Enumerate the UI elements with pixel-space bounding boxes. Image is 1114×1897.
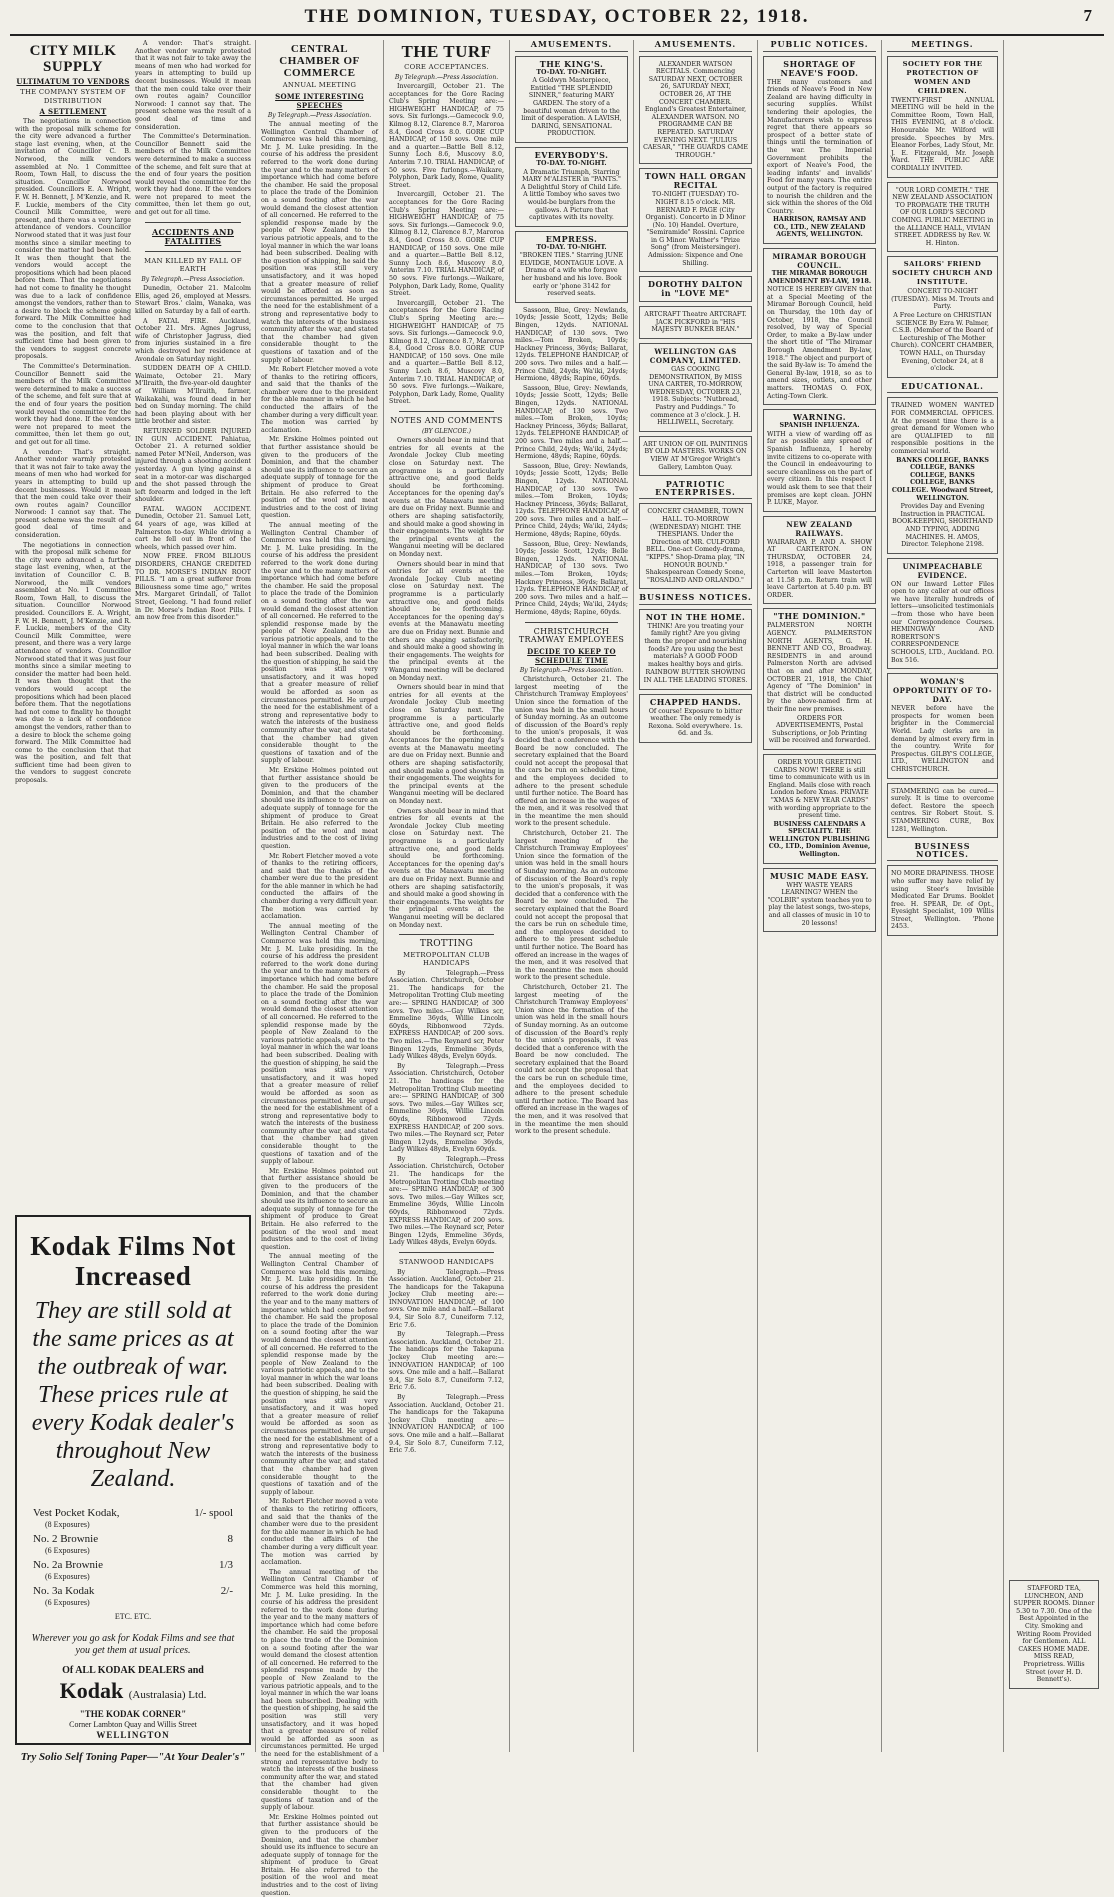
ad-title: SAILORS' FRIEND SOCIETY CHURCH AND INSTITUTE.: [892, 260, 993, 287]
item-name: No. 2 Brownie: [33, 1533, 99, 1545]
article-body: Owners should bear in mind that entries for all events at the Avondale Jockey Club meeting close on Saturday next. The programme is a particularly attractive one, and good fields should be forthcoming. Acceptances for the opening day's events at the Manawatu meeting are due on Friday next. Bunnie and others are shaping satisfactorily, and should make a good showing in their engagements. The weights for the principal events at the Wanganui meeting will be declared on Monday next.: [389, 437, 504, 559]
divider: [145, 222, 241, 223]
article-body: The Committee's Determination. Councillor Bennett said the members of the Milk Committee were determined to make a success of the scheme, and felt sure that at the end of four years the position would reveal the committee for the work they had done. If the vendors were not prepared to meet the committee, then let them go out, and get out for all time.: [135, 133, 251, 217]
article-body: Sassoon, Blue, Grey: Newlands, 10yds; Jessie Scott, 12yds; Belle Bingen, 12yds. NATIONAL HANDICAP, of 130 sovs. Two miles.—Tom Broken, 10yds; Hackney Princess, 36yds; Ballarat, 12yds. TELEPHONE HANDICAP, of 200 sovs. Two miles and a half.—Prince Child, 24yds; Wa'iki, 24yds; Hermione, 48yds; Rapine, 60yds.: [515, 306, 628, 383]
ad-title: NOT IN THE HOME.: [645, 611, 746, 622]
music-ad: [763, 868, 876, 933]
article-body: By Telegraph.—Press Association. Christchurch, October 21. The handicaps for the Metropolitan Trotting Club meeting are:— SPRING HANDICAP, of 300 sovs. Two miles.—Gay Wilkes scr, Emmeline 36yds, Willie Lincoln 60yds, Ribbonwood 72yds. EXPRESS HANDICAP, of 200 sovs. Two miles.—The Reynard scr, Peter Bingen 12yds, Emmeline 36yds, Lady Wilkes 48yds, Evelyn 60yds.: [389, 1155, 504, 1247]
ad-subtitle: SPANISH INFLUENZA.: [779, 422, 860, 430]
ad-body: THINK! Are you treating your family right? Are you giving them the proper and nourishing foods? Are you using the best materials? A GOOD FOOD makes healthy boys and girls.: [644, 622, 747, 668]
item-note: (8 Exposures): [45, 1520, 90, 1529]
kodak-address: Corner Lambton Quay and Willis Street: [69, 1720, 197, 1730]
item-name: Vest Pocket Kodak,: [33, 1507, 120, 1519]
divider: [399, 934, 494, 935]
article-body: The annual meeting of the Wellington Central Chamber of Commerce was held this morning, Mr. J. M. Luke presiding. In the course of his address the president referred to the work done during the year and to the many matters of importance which had come before the chamber. He said the proposal to place the trade of the Dominion on a sound footing after the war would demand the closest attention of all concerned. He referred to the splendid response made by the people of New Zealand to the various patriotic appeals, and to the loyal manner in which the war loans had been subscribed. Dealing with the question of shipping, he said the position was still very unsatisfactory, and it was hoped that a greater measure of relief would be afforded as soon as circumstances permitted. He urged the need for the establishment of a strong and representative body to watch the interests of the business community after the war, and stated that the chamber had given considerable thought to the questions of taxation and of the supply of labour.: [261, 922, 378, 1166]
ad-title: UNIMPEACHABLE EVIDENCE.: [902, 561, 983, 580]
article-body: Mr. Erskine Holmes pointed out that further assistance should be given to the producers of the Dominion, and that the chamber should use its influence to secure an adequate supply of tonnage for the shipment of produce to Great Britain. He also referred to the position of the wool and meat industries and to the cost of living question.: [261, 436, 378, 520]
ad-title: SOCIETY FOR THE PROTECTION OF WOMEN AND CHILDREN.: [902, 59, 983, 95]
ad-body: A Free Lecture on CHRISTIAN SCIENCE By Ezra W. Palmer, C.S.B. (Member of the Board of Lectureship of The Mother Church). CONCERT CHAMBER, TOWN HALL, on Thursday Evening, October 24, at 8 o'clock.: [891, 312, 994, 373]
article-body: The annual meeting of the Wellington Central Chamber of Commerce was held this morning, Mr. J. M. Luke presiding. In the course of his address the president referred to the work done during the year and to the many matters of importance which had come before the chamber. He said the proposal to place the trade of the Dominion on a sound footing after the war would demand the closest attention of all concerned. He referred to the splendid response made by the people of New Zealand to the various patriotic appeals, and to the loyal manner in which the war loans had been subscribed. Dealing with the question of shipping, he said the position was still very unsatisfactory, and it was hoped that a greater measure of relief would be afforded as soon as circumstances permitted. He urged the need for the establishment of a strong and representative body to watch the interests of the business community after the war, and stated that the chamber had given considerable thought to the questions of taxation and of the supply of labour.: [261, 1253, 378, 1496]
kodak-advertisement: [15, 1215, 251, 1763]
ad-signature: HARRISON, RAMSAY AND CO., LTD., NEW ZEALAND AGENTS, WELLINGTON.: [772, 216, 866, 239]
article-body: SUDDEN DEATH OF A CHILD. Waimate, October 21. Mary M'Ilraith, the five-year-old daughter of William M'Ilraith, farmer, Waikakahi, was found dead in her bed on Sunday morning. The child had been playing about with her little brother and sister.: [135, 365, 251, 426]
article-headline: TROTTING: [419, 939, 474, 950]
miramar-notice: [763, 248, 876, 405]
society-meeting-notice: [887, 56, 998, 178]
ad-body: PALMERSTON NORTH AGENCY. PALMERSTON NORTH AGENTS, G. H. BENNETT AND CO., Broadway. RESIDENTS in and around Palmerston North are advised that on and after MONDAY, OCTOBER 21, 1918, the Chief Agency of "The Dominion" in that district will be conducted by the above-named firm at their fine new premises.: [767, 622, 872, 713]
article-body: Mr. Erskine Holmes pointed out that further assistance should be given to the producers of the Dominion, and that the chamber should use its influence to secure an adequate supply of tonnage for the shipment of produce to Great Britain. He also referred to the position of the wool and meat industries and to the cost of living question.: [261, 1167, 378, 1251]
ad-body: WHY WASTE YEARS LEARNING? WHEN the "COLBIR" system teaches you to play the latest songs, two-steps, and all classes of music in 10 to 20 lessons!: [767, 881, 872, 927]
item-note: (6 Exposures): [45, 1598, 90, 1607]
ad-subtitle: TO-DAY. TO-NIGHT.: [536, 159, 607, 167]
article-body: Invercargill, October 21. The acceptances for the Gore Racing Club's Spring Meeting are:— HIGHWEIGHT HANDICAP, of 75 sovs. Six furlongs.—Gamecock 9.0, Kilmog 8.12, Clarence 8.7, Maroroa 8.4, Good Cross 8.0. GORE CUP HANDICAP, of 150 sovs. One mile and a quarter.—Battle Bell 8.12, Sunny Loch 8.6, Muscovy 8.0, Anterim 7.10. TRIAL HANDICAP, of 50 sovs. Five furlongs.—Waikare, Polyphon, Dark Lady, Rome, Quality Street.: [389, 83, 504, 189]
column-4: [510, 40, 634, 1752]
byline: By Telegraph.—Press Association.: [519, 666, 624, 674]
influenza-warning: [763, 409, 876, 512]
home-ad: [639, 609, 752, 690]
item-price: 2/-: [220, 1585, 233, 1597]
ad-title: CHAPPED HANDS.: [649, 696, 742, 707]
section-header: BUSINESS NOTICES.: [887, 842, 998, 861]
article-body: A vendor: That's straight. Another vendor warmly protested that it was not fair to take away the means of men who had worked for years in attempting to build up decent businesses. Would it mean that the men could take over their own routes again? Councillor Norwood: I cannot say that. The present scheme was the result of a good deal of time and consideration.: [135, 40, 251, 131]
article-body: Christchurch, October 21. The largest meeting of the Christchurch Tramway Employees' Union since the formation of the union was held in the small hours of Sunday morning. As an outcome of discussion of the Board's reply to the union's proposals, it was decided that a conference with the Board be now concluded. The secretary explained that the Board could not accept the proposal that the cars be run on schedule time, and the employees decided to adhere to the present schedule until further notice. The Board has offered an increase in the wages of the men, and it was resolved that in the meantime the men should work to the present schedule.: [515, 830, 628, 982]
article-body: Mr. Robert Fletcher moved a vote of thanks to the retiring officers, and said that the thanks of the chamber were due to the president for the able manner in which he had conducted the affairs of the chamber during a very difficult year. The motion was carried by acclamation.: [261, 1498, 378, 1567]
divider: [399, 411, 494, 412]
article-body: Mr. Robert Fletcher moved a vote of thanks to the retiring officers, and said that the thanks of the chamber were due to the president for the able manner in which he had conducted the affairs of the chamber during a very difficult year. The motion was carried by acclamation.: [261, 366, 378, 434]
article-body: By Telegraph.—Press Association. Auckland, October 21. The handicaps for the Takapuna Jockey Club meeting are:— INNOVATION HANDICAP, of 100 sovs. One mile and a half.—Ballarat 9.4, Sir Solo 8.7, Cuneiform 7.12, Eric 7.6.: [389, 1268, 504, 1329]
page-number: 7: [1083, 6, 1094, 25]
kodak-tagline: They are still sold at the same prices as at the outbreak of war. These prices rule at every Kodak dealer's throughout New Zealand.: [31, 1298, 235, 1492]
item-note: (6 Exposures): [45, 1546, 90, 1555]
railways-notice: [763, 516, 876, 605]
ad-title: DOROTHY DALTON in "LOVE ME": [648, 279, 743, 299]
article-body: FATAL WAGON ACCIDENT. Dunedin, October 21. Samuel Lett, 64 years of age, was killed at Palmerston to-day. While driving a cart he fell out in front of the wheels, which passed over him.: [135, 505, 251, 551]
article-body: By Telegraph.—Press Association. Christchurch, October 21. The handicaps for the Metropolitan Trotting Club meeting are:— SPRING HANDICAP, of 300 sovs. Two miles.—Gay Wilkes scr, Emmeline 36yds, Willie Lincoln 60yds, Ribbonwood 72yds. EXPRESS HANDICAP, of 200 sovs. Two miles.—The Reynard scr, Peter Bingen 12yds, Emmeline 36yds, Lady Wilkes 48yds, Evelyn 60yds.: [389, 969, 504, 1061]
sailors-friend-notice: [887, 256, 998, 378]
article-subhead: DECIDE TO KEEP TO SCHEDULE TIME: [527, 646, 616, 665]
ad-body: Of course! Exposure to bitter weather. The only remedy is Rexona. Sold everywhere. 1s. 6d. and 3s.: [648, 707, 743, 738]
item-note: (6 Exposures): [45, 1572, 90, 1581]
article-subhead: ULTIMATUM TO VENDORS: [16, 77, 130, 86]
watson-recitals-ad: [639, 56, 752, 165]
column-2: [256, 40, 384, 1897]
ear-drums-ad: [887, 865, 998, 936]
section-header: PATRIOTIC ENTERPRISES.: [639, 480, 752, 499]
ad-title: WOMAN'S OPPORTUNITY OF TO-DAY.: [892, 677, 993, 705]
item-name: No. 2a Brownie: [33, 1559, 103, 1571]
ad-body: STAMMERING can be cured—surely. It is time to overcome defect. Restore the speech centres. Sir Robert Stout. S. STAMMERING CURE, Box 1281, Wellington.: [891, 787, 994, 833]
ad-body: A Goldwyn Masterpiece, Entitled "THE SPLENDID SINNER," featuring MARY GARDEN. The story of a beautiful woman driven to the limit of desperation. A LAVISH, DARING, SENSATIONAL PRODUCTION.: [521, 77, 622, 138]
article-body: Invercargill, October 21. The acceptances for the Gore Racing Club's Spring Meeting are:— HIGHWEIGHT HANDICAP, of 75 sovs. Six furlongs.—Gamecock 9.0, Kilmog 8.12, Clarence 8.7, Maroroa 8.4, Good Cross 8.0. GORE CUP HANDICAP, of 150 sovs. One mile and a quarter.—Battle Bell 8.12, Sunny Loch 8.6, Muscovy 8.0, Anterim 7.10. TRIAL HANDICAP, of 50 sovs. Five furlongs.—Waikare, Polyphon, Dark Lady, Rome, Quality Street.: [389, 191, 504, 298]
ad-title: EMPRESS.: [545, 233, 598, 244]
column-1: [10, 40, 256, 1763]
article-headline: NOTES AND COMMENTS: [390, 416, 503, 426]
everybodys-theatre-ad: [515, 147, 628, 227]
ad-title: SHORTAGE OF NEAVE'S FOOD.: [780, 58, 859, 78]
byline: By Telegraph.—Press Association.: [267, 111, 372, 119]
article-body: By Telegraph.—Press Association. Auckland, October 21. The handicaps for the Takapuna Jockey Club meeting are:— INNOVATION HANDICAP, of 100 sovs. One mile and a half.—Ballarat 9.4, Sir Solo 8.7, Cuneiform 7.12, Eric 7.6.: [389, 1331, 504, 1392]
ad-body: ALEXANDER WATSON RECITALS. Commencing SATURDAY NEXT, OCTOBER 26, SATURDAY NEXT, OCTOBER 26, AT THE CONCERT CHAMBER. England's Greatest Entertainer, ALEXANDER WATSON. NO PROGRAMME CAN BE REPEATED. SATURDAY EVENING NEXT. "JULIUS CAESAR," "THE GUARDS CAME THROUGH.": [643, 60, 748, 159]
article-body: Christchurch, October 21. The largest meeting of the Christchurch Tramway Employees' Union since the formation of the union was held in the small hours of Sunday morning. As an outcome of discussion of the Board's reply to the union's proposals, it was decided that a conference with the Board be now concluded. The secretary explained that the Board could not accept the proposal that the cars be run on schedule time, and the employees decided to adhere to the present schedule until further notice. The Board has offered an increase in the wages of the men, and it was resolved that in the meantime the men should work to the present schedule.: [515, 983, 628, 1136]
article-body: Christchurch, October 21. The largest meeting of the Christchurch Tramway Employees' Union since the formation of the union was held in the small hours of Sunday morning. As an outcome of discussion of the Board's reply to the union's proposals, it was decided that a conference with the Board be now concluded. The secretary explained that the Board could not accept the proposal that the cars be run on schedule time, and the employees decided to adhere to the present schedule until further notice. The Board has offered an increase in the wages of the men, and it was resolved that in the meantime the men should work to the present schedule.: [515, 676, 628, 828]
article-body: By Telegraph.—Press Association. Christchurch, October 21. The handicaps for the Metropolitan Trotting Club meeting are:— SPRING HANDICAP, of 300 sovs. Two miles.—Gay Wilkes scr, Emmeline 36yds, Willie Lincoln 60yds, Ribbonwood 72yds. EXPRESS HANDICAP, of 200 sovs. Two miles.—The Reynard scr, Peter Bingen 12yds, Emmeline 36yds, Lady Wilkes 48yds, Evelyn 60yds.: [389, 1062, 504, 1154]
ad-body: WAIRARAPA P. AND A. SHOW AT CARTERTON. ON THURSDAY, OCTOBER 24, 1918, a passenger train for Carterton will leave Masterton at 11.58 p.m. Return train will leave Carterton at 5.40 p.m. BY ORDER.: [767, 538, 872, 599]
section-header: AMUSEMENTS.: [515, 40, 628, 52]
stafford-rooms-ad: [1009, 1580, 1099, 1689]
article-body: Sassoon, Blue, Grey: Newlands, 10yds; Jessie Scott, 12yds; Belle Bingen, 12yds. NATIONAL HANDICAP, of 130 sovs. Two miles.—Tom Broken, 10yds; Hackney Princess, 36yds; Ballarat, 12yds. TELEPHONE HANDICAP, of 200 sovs. Two miles and a half.—Prince Child, 24yds; Wa'iki, 24yds; Hermione, 48yds; Rapine, 60yds.: [515, 384, 628, 461]
section-header: BUSINESS NOTICES.: [639, 593, 752, 605]
section-header: MEETINGS.: [887, 40, 998, 52]
ad-subtitle: TO-DAY. TO-NIGHT.: [536, 68, 607, 76]
ad-body: ORDER YOUR GREETING CARDS NOW! THERE is still time to communicate with us in England. Mails close with reach London before Xmas. PRIVATE "XMAS & NEW YEAR CARDS" with wording appropriate to the present time.: [768, 758, 871, 820]
artcraft-ad: [639, 306, 752, 339]
kodak-brand: [17, 1679, 249, 1707]
chapped-hands-ad: [639, 694, 752, 743]
ad-title: NEW ZEALAND RAILWAYS.: [786, 519, 853, 538]
article-subhead: METROPOLITAN CLUB HANDICAPS: [403, 950, 490, 968]
ad-body: "BROKEN TIES." Starring JUNE ELVIDGE, MONTAGUE LOVE. A Drama of a wife who forgave her husband and his love. Book early or 'phone 3142 for reserved seats.: [519, 252, 624, 298]
etc-label: ETC. ETC.: [114, 1612, 152, 1621]
art-union-ad: [639, 436, 752, 476]
article-body: RETURNED SOLDIER INJURED IN GUN ACCIDENT. Pahiatua, October 21. A returned soldier named Peter M'Neil, Anderson, was injured through a shooting accident yesterday. A gun lying against a seat in a motor-car was discharged and the shot passed through the left forearm and lodged in the left shoulder.: [135, 427, 251, 504]
greeting-cards-ad: [763, 754, 876, 864]
ad-title: TOWN HALL ORGAN RECITAL: [644, 171, 747, 191]
dominion-agency-notice: [763, 608, 876, 750]
price-item: [33, 1533, 233, 1555]
article-body: Sassoon, Blue, Grey: Newlands, 10yds; Jessie Scott, 12yds; Belle Bingen, 12yds. NATIONAL HANDICAP, of 130 sovs. Two miles.—Tom Broken, 10yds; Hackney Princess, 36yds; Ballarat, 12yds. TELEPHONE HANDICAP, of 200 sovs. Two miles and a half.—Prince Child, 24yds; Wa'iki, 24yds; Hermione, 48yds; Rapine, 60yds.: [515, 462, 628, 539]
ad-subtitle: TO-DAY. TO-NIGHT.: [536, 243, 607, 251]
article-subhead: ANNUAL MEETING: [282, 81, 357, 89]
ad-body: NOTICE IS HEREBY GIVEN that at a Special Meeting of the Miramar Borough Council, held on Thursday, the 10th day of October, 1918, the Council resolved, by way of Special Order, to make a By-law under the short title of "The Miramar Borough Amendment By-law, 1918." The object and purport of the said By-law is: To amend the General By-law, 1918, so as to amend sizes, outlets, and other matters. THOMAS O. FOX, Acting-Town Clerk.: [767, 286, 872, 400]
article-body: Owners should bear in mind that entries for all events at the Avondale Jockey Club meeting close on Saturday next. The programme is a particularly attractive one, and good fields should be forthcoming. Acceptances for the opening day's events at the Manawatu meeting are due on Friday next. Bunnie and others are shaping satisfactorily, and should make a good showing in their engagements. The weights for the principal events at the Wanganui meeting will be declared on Monday next.: [389, 560, 504, 682]
ad-body: A Dramatic Triumph, Starring MARY M'ALISTER in "PANTS." A Delightful Story of Child Life. A little Tomboy who saves two would-be burglars from the gallows. A Picture that captivates with its novelty.: [521, 168, 622, 222]
ad-body: TWENTY-FIRST ANNUAL MEETING will be held in the Committee Room, Town Hall, THIS EVENING, at 8 o'clock. Honourable Mr. Wilford will preside. Speeches by Mrs. Eleanor Forbes, Lady Stout, Mr. J. E. Fitzgerald, Mr. Joseph Ward. THE PUBLIC ARE CORDIALLY INVITED.: [891, 96, 994, 172]
ad-body: ART UNION OF OIL PAINTINGS BY OLD MASTERS. WORKS ON VIEW AT M'Gregor Wright's Gallery, Lambton Quay.: [643, 440, 748, 471]
article-body: A vendor: That's straight. Another vendor warmly protested that it was not fair to take away the means of men who had worked for years in attempting to build up decent businesses. Would it mean that the men could take over their own routes again? Councillor Norwood: I cannot say that. The present scheme was the result of a good deal of time and consideration.: [15, 448, 131, 540]
brand-sub: (Australasia) Ltd.: [128, 1688, 207, 1701]
price-item: [33, 1559, 233, 1581]
ad-body: NO MORE DRAPINESS. THOSE who suffer may have relief by using Steer's Invisible Medicated Ear Drums. Booklet free. H. SPEAR, Dr. of Opt., Eyesight Specialist, 109 Willis Street, Wellington. 'Phone 2453.: [891, 870, 994, 931]
article-headline: CHRISTCHURCH TRAMWAY EMPLOYEES: [518, 626, 625, 645]
article-body: The negotiations in connection with the proposal milk scheme for the city were advanced a further stage last evening, when, at the invitation of Councillor C. B. Norwood, the milk vendors assembled at No. 1 Committee Room, Town Hall, to discuss the situation. Councillor Norwood presided. Councillors E. A. Wright, F. W. H. Bennett, J. M'Kenzie, and R. F. Luckie, members of the City Council Milk Committee, were present, and there was a very large attendance of vendors. Councillor Norwood stated that it was just four months since a similar meeting to consider the matter had been held. It was then thought that the vendors would accept the propositions which had been placed before them. That the negotiations had not come to finality he thought was due to a lack of confidence amongst the vendors, rather than to a desire to block the scheme going forward. The Milk Committee had come to the conclusion that that was the position, and felt that sufficient time had been given to the vendors to suggest concrete proposals.: [15, 541, 131, 785]
article-body: Mr. Robert Fletcher moved a vote of thanks to the retiring officers, and said that the thanks of the chamber were due to the president for the able manner in which he had conducted the affairs of the chamber during a very difficult year. The motion was carried by acclamation.: [261, 852, 378, 921]
column-7: [882, 40, 1004, 1752]
article-subhead: CORE ACCEPTANCES.: [404, 63, 489, 71]
ad-body: NEVER before have the prospects for women been brighter in the Commercial World. Lady clerks are in demand by almost every firm in the country. Write for Prospectus. GILBY'S COLLEGE, LTD., WELLINGTON and CHRISTCHURCH.: [891, 705, 994, 773]
stammering-ad: [887, 783, 998, 839]
article-headline: ACCIDENTS AND FATALITIES: [152, 226, 234, 246]
article-body: The Committee's Determination. Councillor Bennett said the members of the Milk Committee were determined to make a success of the scheme, and felt sure that at the end of four years the position would reveal the committee for the work they had done. If the vendors were not prepared to meet the committee, then let them go out, and get out for all time.: [15, 363, 131, 446]
article-body: Invercargill, October 21. The acceptances for the Gore Racing Club's Spring Meeting are:— HIGHWEIGHT HANDICAP, of 75 sovs. Six furlongs.—Gamecock 9.0, Kilmog 8.12, Clarence 8.7, Maroroa 8.4, Good Cross 8.0. GORE CUP HANDICAP, of 150 sovs. One mile and a quarter.—Battle Bell 8.12, Sunny Loch 8.6, Muscovy 8.0, Anterim 7.10. TRIAL HANDICAP, of 50 sovs. Five furlongs.—Waikare, Polyphon, Dark Lady, Rome, Quality Street.: [389, 299, 504, 406]
brand-name: Kodak: [59, 1677, 124, 1703]
column-3: [384, 40, 510, 1752]
article-body: Dunedin, October 21. Malcolm Ellis, aged 26, employed at Messrs. Stewart Bros.' claim, Wanaka, was killed on Saturday by a fall of earth.: [135, 285, 251, 316]
page-columns: [10, 39, 1104, 1897]
ad-subtitle: THE MIRAMAR BOROUGH AMENDMENT BY-LAW, 1918.: [767, 270, 872, 285]
article-headline: CITY MILK SUPPLY: [29, 43, 117, 75]
ad-title: WELLINGTON GAS COMPANY, LIMITED.: [649, 347, 742, 366]
byline: By Telegraph.—Press Association.: [394, 73, 499, 81]
empress-theatre-ad: [515, 231, 628, 303]
divider: [525, 622, 618, 623]
article-body: A FATAL FIRE. Auckland, October 21. Mrs. Agnes Jagruss, wife of Christopher Jagruss, died from injuries sustained in a fire which destroyed her residence at Avondale on Saturday night.: [135, 317, 251, 363]
kodak-headline: Kodak Films Not Increased: [30, 1231, 236, 1291]
lord-cometh-notice: [887, 182, 998, 253]
milk-supply-article: [15, 40, 131, 787]
article-subhead: THE COMPANY SYSTEM OF DISTRIBUTION: [20, 88, 126, 105]
kodak-corner: "THE KODAK CORNER": [79, 1708, 187, 1719]
ad-body: BUSINESS CALENDARS A SPECIALITY. THE WELLINGTON PUBLISHING CO., LTD., Dominion Avenue, Wellington.: [768, 820, 871, 859]
byline: By Telegraph.—Press Association.: [141, 275, 245, 283]
divider: [145, 251, 241, 252]
masthead: [10, 0, 1104, 36]
newspaper-title: THE DOMINION, TUESDAY, OCTOBER 22, 1918.: [304, 6, 810, 27]
kodak-where: Wherever you go ask for Kodak Films and see that you get them at usual prices.: [31, 1633, 235, 1656]
section-header: AMUSEMENTS.: [639, 40, 752, 52]
gilbys-college-ad: [887, 673, 998, 778]
article-headline: THE TURF: [401, 42, 492, 61]
article-body: The negotiations in connection with the proposal milk scheme for the city were advanced a further stage last evening, when, at the invitation of Councillor C. B. Norwood, the milk vendors assembled at No. 1 Committee Room, Town Hall, to discuss the situation. Councillor Norwood presided. Councillors E. A. Wright, F. W. H. Bennett, J. M'Kenzie, and R. F. Luckie, members of the City Council Milk Committee, were present, and there was a very large attendance of vendors. Councillor Norwood stated that it was just four months since a similar meeting to consider the matter had been held. It was then thought that the vendors would accept the propositions which had been placed before them. That the negotiations had not come to finality he thought was due to a lack of confidence amongst the vendors, rather than to a desire to block the scheme going forward. The Milk Committee had come to the conclusion that that was the position, and felt that sufficient time had been given to the vendors to suggest concrete proposals.: [15, 118, 131, 361]
article-body: The annual meeting of the Wellington Central Chamber of Commerce was held this morning, Mr. J. M. Luke presiding. In the course of his address the president referred to the work done during the year and to the many matters of importance which had come before the chamber. He said the proposal to place the trade of the Dominion on a sound footing after the war would demand the closest attention of all concerned. He referred to the splendid response made by the people of New Zealand to the various patriotic appeals, and to the loyal manner in which the war loans had been subscribed. Dealing with the question of shipping, he said the position was still very unsatisfactory, and it was hoped that a greater measure of relief would be afforded as soon as circumstances permitted. He urged the need for the establishment of a strong and representative body to watch the interests of the business community after the war, and stated that the chamber had given considerable thought to the questions of taxation and of the supply of labour.: [261, 121, 378, 364]
ad-body: ORDERS FOR ADVERTISEMENTS, Postal Subscriptions, or Job Printing will be received and forwarded.: [768, 714, 871, 745]
article-subhead: SOME INTERESTING SPEECHES: [275, 91, 364, 110]
ad-title: MUSIC MADE EASY.: [770, 870, 869, 881]
price-item: [33, 1585, 233, 1607]
article-body: The annual meeting of the Wellington Central Chamber of Commerce was held this morning, Mr. J. M. Luke presiding. In the course of his address the president referred to the work done during the year and to the many matters of importance which had come before the chamber. He said the proposal to place the trade of the Dominion on a sound footing after the war would demand the closest attention of all concerned. He referred to the splendid response made by the people of New Zealand to the various patriotic appeals, and to the loyal manner in which the war loans had been subscribed. Dealing with the question of shipping, he said the position was still very unsatisfactory, and it was hoped that a greater measure of relief would be afforded as soon as circumstances permitted. He urged the need for the establishment of a strong and representative body to watch the interests of the business community after the war, and stated that the chamber had given considerable thought to the questions of taxation and of the supply of labour.: [261, 521, 378, 765]
ad-body: THE many customers and friends of Neave's Food in New Zealand are having difficulty in securing supplies. Whilst tendering their apologies, the Manufacturers wish to express regret that there appears so prospect of a better state of things until the termination of the war. The Imperial Government prohibits the export of Neave's Food, the leading infants' and invalids' Food for many years. The entire output of the factory is required to nourish the children and the sick within the shores of the Old Country.: [767, 78, 872, 215]
article-body: Sassoon, Blue, Grey: Newlands, 10yds; Jessie Scott, 12yds; Belle Bingen, 12yds. NATIONAL HANDICAP, of 130 sovs. Two miles.—Tom Broken, 10yds; Hackney Princess, 36yds; Ballarat, 12yds. TELEPHONE HANDICAP, of 200 sovs. Two miles and a half.—Prince Child, 24yds; Wa'iki, 24yds; Hermione, 48yds; Rapine, 60yds.: [515, 540, 628, 616]
item-price: 1/- spool: [194, 1507, 233, 1519]
article-subhead: STANWOOD HANDICAPS: [398, 1258, 495, 1266]
column-5: [634, 40, 758, 1752]
ad-title: MIRAMAR BOROUGH COUNCIL.: [772, 252, 867, 271]
ad-body: "OUR LORD COMETH." THE NEW ZEALAND ASSOCIATION TO PROPAGATE THE TRUTH OF OUR LORD'S SECOND COMING. PUBLIC MEETING in the ALLIANCE HALL, VIVIAN STREET. ADDRESS by Rev. W. H. Hinton.: [891, 186, 994, 247]
article-body: Mr. Erskine Holmes pointed out that further assistance should be given to the producers of the Dominion, and that the chamber should use its influence to secure an adequate supply of tonnage for the shipment of produce to Great Britain. He also referred to the position of the wool and meat industries and to the cost of living question.: [261, 766, 378, 850]
item-price: 8: [227, 1533, 233, 1545]
divider: [399, 1252, 494, 1253]
ad-body: STAFFORD TEA, LUNCHEON, AND SUPPER ROOMS. Dinner 5.30 to 7.30. One of the Best Appointed in the City. Smoking and Writing Room Provided for Gentlemen. ALL CAKES HOME MADE. MISS READ, Proprietress. Willis Street (over H. D. Bennett's).: [1013, 1585, 1095, 1684]
banks-college-ad: [887, 397, 998, 553]
column-6: [758, 40, 882, 1752]
ad-body: RAINBOW BUTTER SHOWING IN ALL THE LEADING STORES.: [643, 669, 748, 685]
ad-title: WARNING.: [792, 412, 847, 423]
item-name: No. 3a Kodak: [33, 1585, 95, 1597]
ad-title: "THE DOMINION.": [773, 611, 866, 622]
article-body: NOW FREE. FROM BILIOUS DISORDERS, CHANGE CREDITED TO DR. MORSE'S INDIAN ROOT PILLS. "I am a great sufferer from Biliousness some time ago," writes Mrs. Margaret Grindall, of Tallot Street, Geelong. "I had found relief in Dr. Morse's Indian Root Pills. I am now free from this disorder.": [135, 553, 251, 622]
section-header: EDUCATIONAL.: [887, 382, 998, 394]
column-8: [1004, 40, 1104, 1752]
price-item: [33, 1507, 233, 1529]
kodak-dealers: Of ALL KODAK DEALERS and: [62, 1665, 204, 1676]
article-body: The annual meeting of the Wellington Central Chamber of Commerce was held this morning, Mr. J. M. Luke presiding. In the course of his address the president referred to the work done during the year and to the many matters of importance which had come before the chamber. He said the proposal to place the trade of the Dominion on a sound footing after the war would demand the closest attention of all concerned. He referred to the splendid response made by the people of New Zealand to the various patriotic appeals, and to the loyal manner in which the war loans had been subscribed. Dealing with the question of shipping, he said the position was still very unsatisfactory, and it was hoped that a greater measure of relief would be afforded as soon as circumstances permitted. He urged the need for the establishment of a strong and representative body to watch the interests of the business community after the war, and stated that the chamber had given considerable thought to the questions of taxation and of the supply of labour.: [261, 1568, 378, 1812]
kodak-solio: Try Solio Self Toning Paper—"At Your Dealer's": [20, 1750, 246, 1763]
item-price: 1/3: [218, 1559, 233, 1571]
ad-title: EVERYBODY'S.: [534, 149, 609, 160]
hemingway-ad: [887, 558, 998, 670]
article-subhead: MAN KILLED BY FALL OF EARTH: [144, 256, 242, 274]
concert-chamber-ad: [639, 503, 752, 589]
article-body: Owners should bear in mind that entries for all events at the Avondale Jockey Club meeting close on Saturday next. The programme is a particularly attractive one, and good fields should be forthcoming. Acceptances for the opening day's events at the Manawatu meeting are due on Friday next. Bunnie and others are shaping satisfactorily, and should make a good showing in their engagements. The weights for the principal events at the Wanganui meeting will be declared on Monday next.: [389, 684, 504, 806]
byline: (BY GLENCOE.): [421, 427, 472, 435]
ad-body: TRAINED WOMEN WANTED FOR COMMERCIAL OFFICES. At the present time there is a great demand for Women who are QUALIFIED to fill responsible positions in the commercial world.: [891, 402, 994, 455]
ad-body: WITH a view of warding off as far as possible any spread of Spanish Influenza, I hereby invite citizens to co-operate with the Council in endeavouring to secure cleanliness on the part of every citizen. In this respect I would ask them to see that their premises are kept clean. JOHN P. LUKE, Mayor.: [767, 430, 872, 507]
kings-theatre-ad: [515, 56, 628, 143]
article-body: Mr. Erskine Holmes pointed out that further assistance should be given to the producers of the Dominion, and that the chamber should use its influence to secure an adequate supply of tonnage for the shipment of produce to Great Britain. He also referred to the position of the wool and meat industries and to the cost of living question.: [261, 1813, 378, 1897]
section-header: PUBLIC NOTICES.: [763, 40, 876, 52]
town-hall-recital-ad: [639, 168, 752, 272]
ad-body: BANKS COLLEGE, BANKS COLLEGE, BANKS COLLEGE, BANKS COLLEGE, BANKS COLLEGE. Woodward Street, WELLINGTON.: [891, 456, 994, 502]
ad-body: ON our Inward Letter Files open to any caller at our offices we have literally hundreds of letters—unsolicited testimonials—from those who have been our Correspondence Courses. HEMINGWAY AND ROBERTSON'S CORRESPONDENCE SCHOOLS, LTD., Auckland. P.O. Box 516.: [891, 580, 994, 664]
ad-body: CONCERT TO-NIGHT (TUESDAY). Miss M. Trouts and Party.: [891, 288, 994, 311]
article-body: Owners should bear in mind that entries for all events at the Avondale Jockey Club meeting close on Saturday next. The programme is a particularly attractive one, and good fields should be forthcoming. Acceptances for the opening day's events at the Manawatu meeting are due on Friday next. Bunnie and others are shaping satisfactorily, and should make a good showing in their engagements. The weights for the principal events at the Wanganui meeting will be declared on Monday next.: [389, 807, 504, 929]
ad-body: GAS COOKING DEMONSTRATION, By MISS UNA CARTER, TO-MORROW, WEDNESDAY, OCTOBER 23, 1918. Subjects: "Nutbread, Pastry and Puddings." To commence at 3 o'clock. J. H. HELLIWELL, Secretary.: [648, 366, 743, 427]
ad-body: TO-NIGHT (TUESDAY) TO-NIGHT 8.15 o'clock. MR. BERNARD F. PAGE (City Organist). Concerto in D Minor (No. 10) Handel. Overture, "Semiramide" Rossini. Caprice in G Minor. Walther's "Prize Song" (from Meistersinger). Admission: Sixpence and One Shilling.: [645, 191, 746, 267]
article-subhead: A SETTLEMENT: [39, 107, 107, 116]
dorothy-dalton-ad: [639, 276, 752, 302]
ad-body: CONCERT CHAMBER, TOWN HALL. TO-MORROW (WEDNESDAY) NIGHT. THE THESPIANS. Under the Direction of MR. CULFORD BELL. One-act Comedy-drama, "KIPPS." Shop-Drama play, "IN HONOUR BOUND." Shakespearean Comedy Scene, "ROSALIND AND ORLANDO.": [645, 508, 746, 584]
gas-company-ad: [639, 343, 752, 432]
ad-title: THE KING'S.: [539, 58, 604, 69]
article-headline: CENTRAL CHAMBER OF COMMERCE: [279, 43, 360, 79]
ad-body: Provides Day and Evening Instruction in PRACTICAL BOOK-KEEPING, SHORTHAND AND TYPING, ADDING MACHINES. H. AMOS, Director. Telephone 2198.: [892, 503, 993, 549]
article-body: By Telegraph.—Press Association. Auckland, October 21. The handicaps for the Takapuna Jockey Club meeting are:— INNOVATION HANDICAP, of 100 sovs. One mile and a half.—Ballarat 9.4, Sir Solo 8.7, Cuneiform 7.12, Eric 7.6.: [389, 1394, 504, 1455]
kodak-city: WELLINGTON: [96, 1730, 170, 1741]
kodak-price-list: [33, 1507, 233, 1623]
accidents-article: [135, 40, 251, 624]
neaves-food-notice: [763, 56, 876, 244]
ad-body: ARTCRAFT Theatre ARTCRAFT. JACK PICKFORD in "HIS MAJESTY BUNKER BEAN.": [644, 311, 747, 334]
